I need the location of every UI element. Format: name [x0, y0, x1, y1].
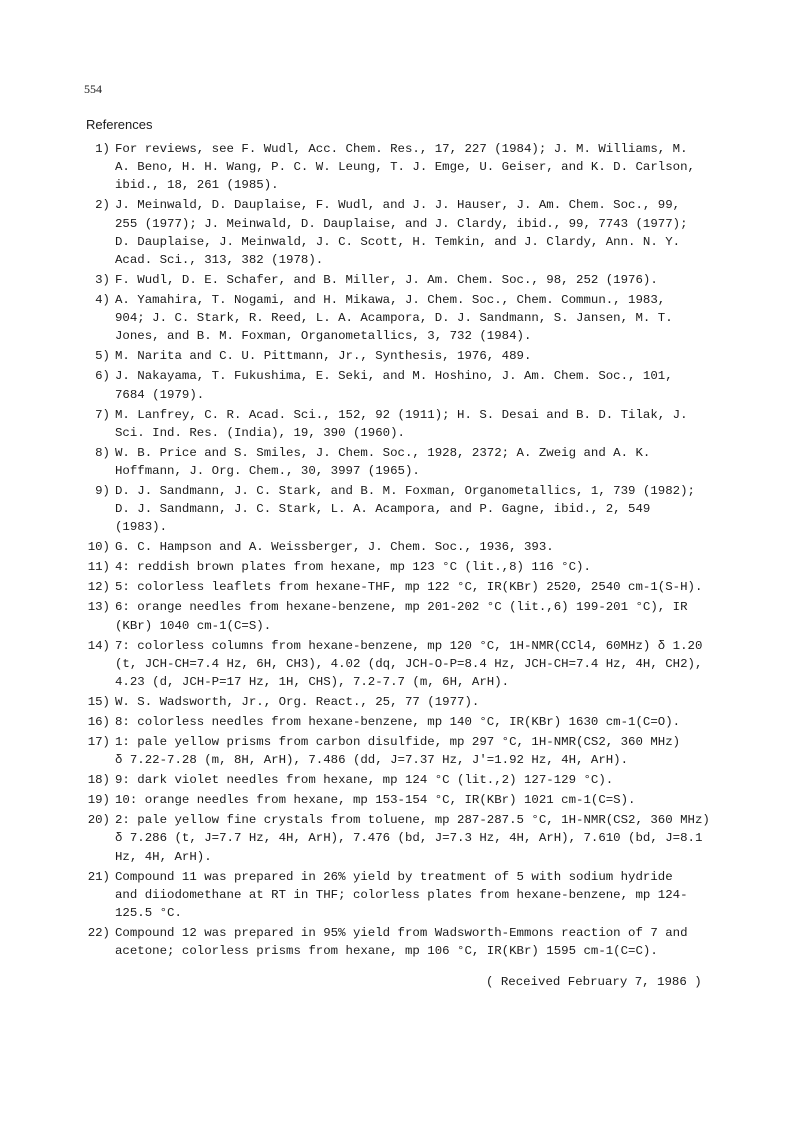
- reference-line: G. C. Hampson and A. Weissberger, J. Chem. Soc., 1936, 393.: [115, 540, 554, 555]
- reference-number: 19): [87, 793, 110, 808]
- reference-item: [0, 924, 735, 960]
- reference-line: Hoffmann, J. Org. Chem., 30, 3997 (1965).: [115, 464, 420, 479]
- reference-number: 15): [87, 695, 110, 710]
- received-date: ( Received February 7, 1986 ): [486, 975, 702, 989]
- reference-item: [0, 482, 735, 537]
- reference-line: A. Beno, H. H. Wang, P. C. W. Leung, T. J. Emge, U. Geiser, and K. D. Carlson,: [115, 160, 695, 175]
- reference-line: 255 (1977); J. Meinwald, D. Dauplaise, and J. Clardy, ibid., 99, 7743 (1977);: [115, 216, 688, 231]
- reference-line: F. Wudl, D. E. Schafer, and B. Miller, J. Am. Chem. Soc., 98, 252 (1976).: [115, 273, 658, 288]
- reference-line: 904; J. C. Stark, R. Reed, L. A. Acampora, D. J. Sandmann, S. Jansen, M. T.: [115, 311, 673, 326]
- reference-number: 9): [95, 484, 110, 499]
- reference-item: [0, 444, 735, 480]
- reference-line: J. Meinwald, D. Dauplaise, F. Wudl, and J. J. Hauser, J. Am. Chem. Soc., 99,: [115, 198, 681, 213]
- reference-number: 17): [87, 735, 110, 750]
- reference-number: 14): [87, 638, 110, 653]
- reference-item: [0, 637, 735, 692]
- reference-number: 2): [95, 198, 110, 213]
- reference-line: 9: dark violet needles from hexane, mp 124 °C (lit.,2) 127-129 °C).: [115, 773, 614, 788]
- reference-number: 6): [95, 369, 110, 384]
- reference-list: [0, 140, 793, 962]
- reference-number: 16): [87, 715, 110, 730]
- reference-number: 11): [87, 560, 110, 575]
- reference-line: W. S. Wadsworth, Jr., Org. React., 25, 77 (1977).: [115, 695, 480, 710]
- reference-line: Jones, and B. M. Foxman, Organometallics, 3, 732 (1984).: [115, 329, 532, 344]
- reference-item: [0, 733, 735, 769]
- reference-line: acetone; colorless prisms from hexane, mp 106 °C, IR(KBr) 1595 cm-1(C=C).: [115, 944, 658, 959]
- reference-number: 1): [95, 142, 110, 156]
- reference-number: 22): [87, 926, 110, 941]
- reference-line: 125.5 °C.: [115, 906, 182, 921]
- reference-line: For reviews, see F. Wudl, Acc. Chem. Res., 17, 227 (1984); J. M. Williams, M.: [115, 142, 688, 156]
- reference-item: [0, 713, 735, 731]
- reference-line: Sci. Ind. Res. (India), 19, 390 (1960).: [115, 425, 405, 440]
- reference-line: D. Dauplaise, J. Meinwald, J. C. Scott, H. Temkin, and J. Clardy, Ann. N. Y.: [115, 234, 681, 249]
- reference-item: [0, 693, 735, 711]
- reference-number: 3): [95, 273, 110, 288]
- reference-number: 10): [87, 540, 110, 555]
- reference-item: [0, 367, 735, 403]
- reference-line: Hz, 4H, ArH).: [115, 849, 212, 864]
- reference-number: 7): [95, 407, 110, 422]
- reference-line: 2: pale yellow fine crystals from toluene, mp 287-287.5 °C, 1H-NMR(CS2, 360 MHz): [115, 813, 710, 828]
- reference-line: M. Lanfrey, C. R. Acad. Sci., 152, 92 (1911); H. S. Desai and B. D. Tilak, J.: [115, 407, 688, 422]
- reference-item: [0, 771, 735, 789]
- reference-item: [0, 291, 735, 346]
- reference-item: [0, 811, 735, 866]
- reference-line: Acad. Sci., 313, 382 (1978).: [115, 253, 324, 268]
- reference-line: 5: colorless leaflets from hexane-THF, mp 122 °C, IR(KBr) 2520, 2540 cm-1(S-H).: [115, 580, 703, 595]
- reference-line: D. J. Sandmann, J. C. Stark, and B. M. Foxman, Organometallics, 1, 739 (1982);: [115, 484, 695, 499]
- reference-number: 5): [95, 349, 110, 364]
- reference-item: [0, 791, 735, 809]
- page-number: 554: [84, 82, 102, 96]
- reference-number: 12): [87, 580, 110, 595]
- reference-line: ibid., 18, 261 (1985).: [115, 178, 279, 193]
- reference-line: and diiodomethane at RT in THF; colorless plates from hexane-benzene, mp 124-: [115, 887, 688, 902]
- reference-item: [0, 347, 735, 365]
- reference-line: δ 7.286 (t, J=7.7 Hz, 4H, ArH), 7.476 (bd, J=7.3 Hz, 4H, ArH), 7.610 (bd, J=8.1: [115, 831, 703, 846]
- reference-line: 6: orange needles from hexane-benzene, mp 201-202 °C (lit.,6) 199-201 °C), IR: [115, 600, 688, 615]
- reference-number: 8): [95, 445, 110, 460]
- reference-item: [0, 271, 735, 289]
- reference-line: δ 7.22-7.28 (m, 8H, ArH), 7.486 (dd, J=7.37 Hz, J'=1.92 Hz, 4H, ArH).: [115, 753, 629, 768]
- reference-line: (KBr) 1040 cm-1(C=S).: [115, 618, 272, 633]
- reference-number: 20): [87, 813, 110, 828]
- reference-item: [0, 868, 735, 923]
- references-heading: References: [86, 117, 153, 132]
- reference-item: [0, 196, 735, 269]
- reference-line: J. Nakayama, T. Fukushima, E. Seki, and M. Hoshino, J. Am. Chem. Soc., 101,: [115, 369, 673, 384]
- reference-item: [0, 140, 735, 195]
- reference-item: [0, 538, 735, 556]
- reference-number: 13): [87, 600, 110, 615]
- reference-number: 4): [95, 293, 110, 308]
- reference-line: A. Yamahira, T. Nogami, and H. Mikawa, J. Chem. Soc., Chem. Commun., 1983,: [115, 293, 666, 308]
- reference-item: [0, 598, 735, 634]
- reference-item: [0, 406, 735, 442]
- reference-line: 7: colorless columns from hexane-benzene, mp 120 °C, 1H-NMR(CCl4, 60MHz) δ 1.20: [115, 638, 703, 653]
- reference-number: 18): [87, 773, 110, 788]
- reference-line: 4: reddish brown plates from hexane, mp 123 °C (lit.,8) 116 °C).: [115, 560, 591, 575]
- reference-line: W. B. Price and S. Smiles, J. Chem. Soc., 1928, 2372; A. Zweig and A. K.: [115, 445, 651, 460]
- reference-line: 8: colorless needles from hexane-benzene, mp 140 °C, IR(KBr) 1630 cm-1(C=O).: [115, 715, 681, 730]
- reference-line: Compound 11 was prepared in 26% yield by treatment of 5 with sodium hydride: [115, 869, 673, 884]
- reference-line: (t, JCH-CH=7.4 Hz, 6H, CH3), 4.02 (dq, JCH-O-P=8.4 Hz, JCH-CH=7.4 Hz, 4H, CH2),: [115, 656, 703, 671]
- reference-number: 21): [87, 869, 110, 884]
- reference-line: 4.23 (d, JCH-P=17 Hz, 1H, CHS), 7.2-7.7 (m, 6H, ArH).: [115, 675, 510, 690]
- reference-line: Compound 12 was prepared in 95% yield from Wadsworth-Emmons reaction of 7 and: [115, 926, 688, 941]
- reference-line: 10: orange needles from hexane, mp 153-154 °C, IR(KBr) 1021 cm-1(C=S).: [115, 793, 636, 808]
- reference-line: 1: pale yellow prisms from carbon disulfide, mp 297 °C, 1H-NMR(CS2, 360 MHz): [115, 735, 681, 750]
- reference-line: (1983).: [115, 520, 168, 535]
- reference-item: [0, 578, 735, 596]
- reference-item: [0, 558, 735, 576]
- reference-line: 7684 (1979).: [115, 387, 205, 402]
- reference-line: D. J. Sandmann, J. C. Stark, L. A. Acampora, and P. Gagne, ibid., 2, 549: [115, 502, 651, 517]
- reference-line: M. Narita and C. U. Pittmann, Jr., Synthesis, 1976, 489.: [115, 349, 532, 364]
